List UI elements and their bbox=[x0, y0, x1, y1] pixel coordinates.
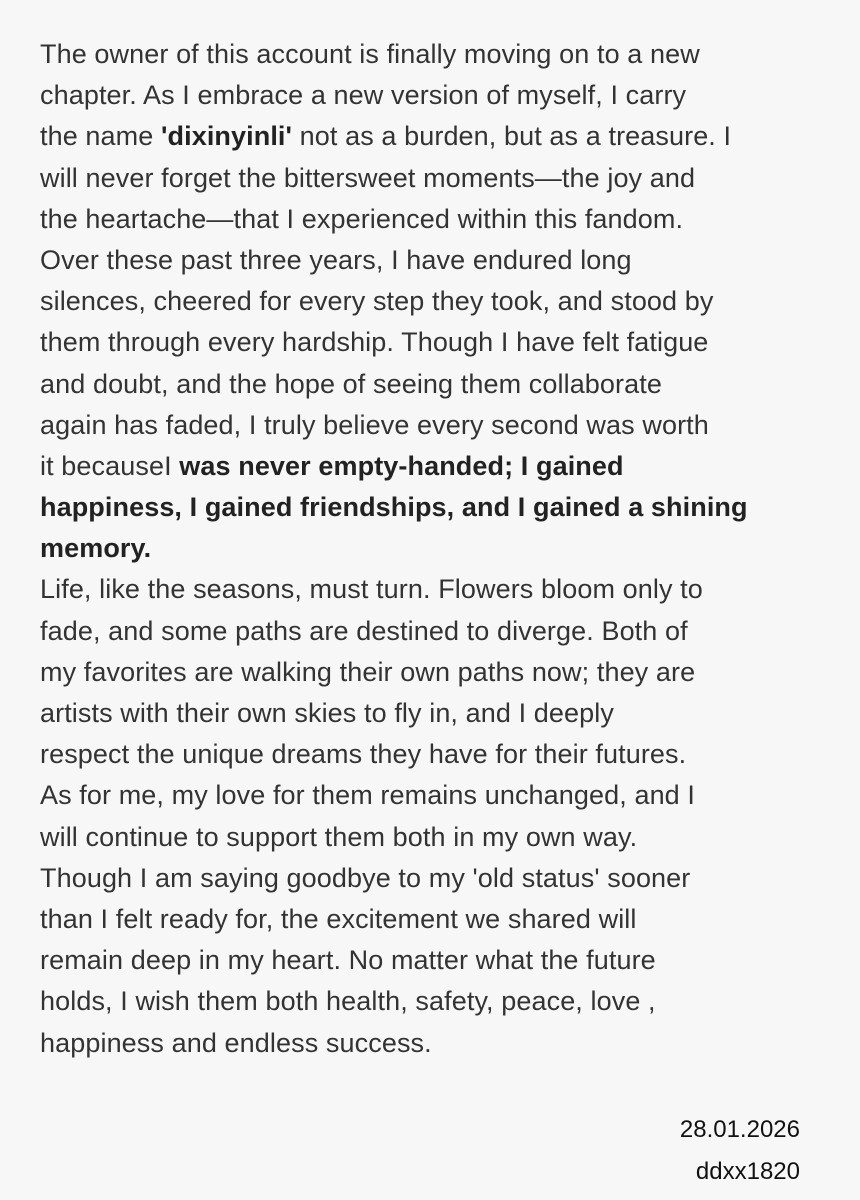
author-handle: ddxx1820 bbox=[695, 1158, 800, 1185]
letter-line: fade, and some paths are destined to diverge. Both of bbox=[40, 615, 688, 646]
letter-line: chapter. As I embrace a new version of myself, I carry bbox=[40, 80, 687, 111]
letter-line: will continue to support them both in my own way. bbox=[40, 821, 638, 852]
bold-phrase: was never empty-handed; I gained bbox=[171, 450, 624, 481]
letter-line: artists with their own skies to fly in, and I deeply bbox=[40, 698, 614, 728]
letter-line: silences, cheered for every step they took, and stood by bbox=[40, 286, 714, 317]
letter-line: holds, I wish them both health, safety, peace, love , bbox=[40, 986, 656, 1017]
letter-line: my favorites are walking their own paths now; they are bbox=[40, 656, 696, 687]
letter-line: it becauseI was never empty-handed; I gained bbox=[40, 450, 624, 481]
letter-line: Though I am saying goodbye to my 'old status' sooner bbox=[40, 862, 691, 893]
letter-line: will never forget the bittersweet moments—the joy and bbox=[40, 162, 696, 193]
letter-body bbox=[40, 34, 830, 1064]
letter-line bbox=[40, 487, 830, 528]
letter-line: Life, like the seasons, must turn. Flowers bloom only to bbox=[40, 574, 703, 605]
letter-line bbox=[40, 528, 830, 569]
letter-line: the heartache—that I experienced within this fandom. bbox=[40, 203, 684, 234]
letter-line: again has faded, I truly believe every second was worth bbox=[40, 409, 709, 440]
bold-phrase: happiness, I gained friendships, and I gained a shining bbox=[40, 492, 748, 523]
letter-line: the name 'dixinyinli' not as a burden, but as a treasure. I bbox=[40, 121, 732, 152]
letter-line: The owner of this account is finally moving on to a new bbox=[40, 39, 700, 69]
account-name: 'dixinyinli' bbox=[160, 121, 293, 152]
letter-line: than I felt ready for, the excitement we shared will bbox=[40, 903, 637, 934]
letter-line: respect the unique dreams they have for their futures. bbox=[40, 739, 687, 770]
letter-line: happiness and endless success. bbox=[40, 1027, 432, 1058]
letter-line: As for me, my love for them remains unchanged, and I bbox=[40, 780, 696, 811]
letter-line: and doubt, and the hope of seeing them collaborate bbox=[40, 368, 662, 399]
letter-line: remain deep in my heart. No matter what the future bbox=[40, 945, 656, 976]
bold-phrase: memory. bbox=[40, 533, 152, 564]
letter-date: 28.01.2026 bbox=[679, 1116, 800, 1143]
letter-line: Over these past three years, I have endured long bbox=[40, 244, 632, 275]
letter-line: them through every hardship. Though I have felt fatigue bbox=[40, 327, 709, 358]
